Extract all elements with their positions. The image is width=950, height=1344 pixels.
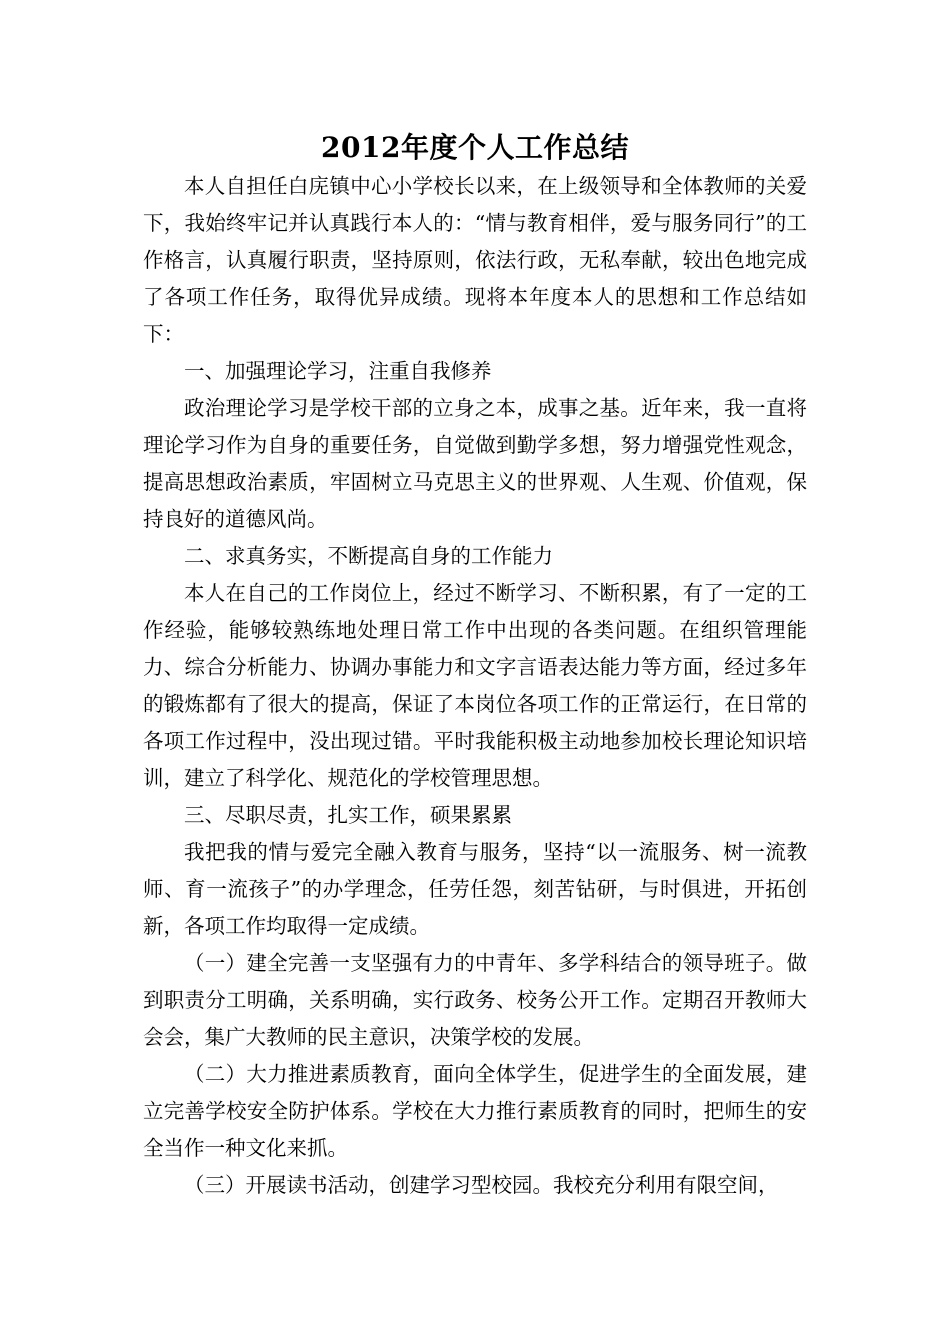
paragraph-section-2: 本人在自己的工作岗位上，经过不断学习、不断积累，有了一定的工作经验，能够较熟练地处理日常工作中出现的各类问题。在组织管理能力、综合分析能力、协调办事能力和文字言语表达能力等方面，经过多年的锻炼都有了很大的提高，保证了本岗位各项工作的正常运行，在日常的各项工作过程中，没出现过错。平时我能积极主动地参加校长理论知识培训，建立了科学化、规范化的学校管理思想。 bbox=[143, 581, 807, 790]
paragraph-intro: 本人自担任白庑镇中心小学校长以来，在上级领导和全体教师的关爱下，我始终牢记并认真践行本人的：“情与教育相伴，爱与服务同行”的工作格言，认真履行职责，坚持原则，依法行政，无私奉献，较出色地完成了各项工作任务，取得优异成绩。现将本年度本人的思想和工作总结如下： bbox=[143, 174, 807, 346]
paragraph-item-2: （二）大力推进素质教育，面向全体学生，促进学生的全面发展，建立完善学校安全防护体系。学校在大力推行素质教育的同时，把师生的安全当作一种文化来抓。 bbox=[143, 1062, 807, 1160]
paragraph-section-1: 政治理论学习是学校干部的立身之本，成事之基。近年来，我一直将理论学习作为自身的重要任务，自觉做到勤学多想，努力增强党性观念，提高思想政治素质，牢固树立马克思主义的世界观、人生观、价值观，保持良好的道德风尚。 bbox=[143, 396, 807, 531]
paragraph-item-3: （三）开展读书活动，创建学习型校园。我校充分利用有限空间， bbox=[184, 1173, 779, 1197]
section-heading-2: 二、求真务实，不断提高自身的工作能力 bbox=[184, 544, 553, 568]
section-heading-3: 三、尽职尽责，扎实工作，硕果累累 bbox=[184, 803, 512, 827]
document-body bbox=[143, 168, 807, 1204]
paragraph-item-1: （一）建全完善一支坚强有力的中青年、多学科结合的领导班子。做到职责分工明确，关系明确，实行政务、校务公开工作。定期召开教师大会会，集广大教师的民主意识，决策学校的发展。 bbox=[143, 951, 807, 1049]
document-title: 2012年度个人工作总结 bbox=[321, 131, 629, 164]
paragraph-section-3: 我把我的情与爱完全融入教育与服务，坚持“以一流服务、树一流教师、育一流孩子”的办学理念，任劳任怨，刻苦钻研，与时俱进，开拓创新，各项工作均取得一定成绩。 bbox=[143, 840, 807, 938]
section-heading-1: 一、加强理论学习，注重自我修养 bbox=[184, 359, 492, 383]
